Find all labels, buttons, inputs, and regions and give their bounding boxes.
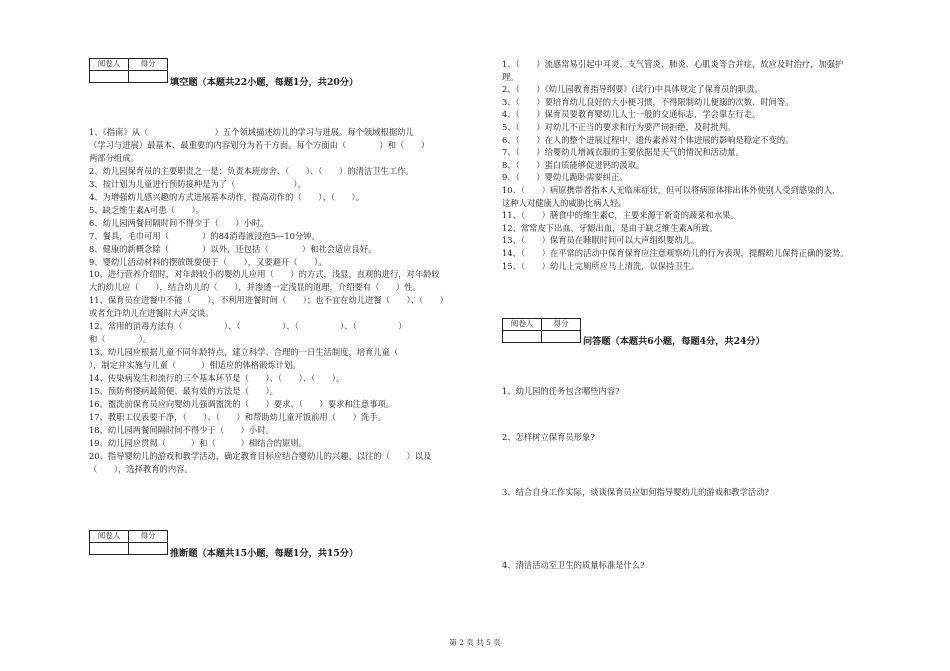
judge-line: 9、（ ）婴幼儿跪卧需要纠正。 <box>502 172 628 183</box>
judge-line: 这种人对健康人的威胁比病人轻。 <box>502 197 627 208</box>
score-box-fill-blank <box>89 58 168 83</box>
score-cell <box>129 71 168 83</box>
judge-line: 1、（ ）流感常易引起中耳炎、支气管炎、肺炎、心肌炎等合并症，故应及时治疗，加强护 <box>502 59 844 69</box>
fill-blank-line: 或者允许幼儿在进餐时大声交谈。 <box>89 308 214 319</box>
fill-blank-line: 20、指导婴幼儿的游戏和教学活动，确定教育目标应结合婴幼儿的兴趣、以往的（ ）以及 <box>89 450 432 461</box>
fill-blank-line: 14、传染病发生和流行的三个基本环节是（ ）、（ ）、（ ）。 <box>89 373 345 384</box>
fill-blank-line: 9、婴幼儿活动材料的摆放既要便于（ ），又要避开（ ）。 <box>89 256 327 267</box>
fill-blank-line: 10、进行营养介绍时，对年龄较小的婴幼儿应用（ ）的方式，浅显，直观的进行，对年龄较 <box>89 269 440 280</box>
score-label: 得分 <box>129 531 168 543</box>
fill-blank-line: 12、常用的消毒方法有（ ）、（ ）、（ ）、（ ） <box>89 321 407 332</box>
score-box-qa <box>502 318 581 343</box>
judge-line: 5、（ ）对幼儿不正当的要求和行为要严词拒绝，及时批判。 <box>502 122 736 132</box>
judge-line: 15、（ ）幼儿上完厕所应马上清洗，以保持卫生。 <box>502 260 700 271</box>
judge-line: 理。 <box>502 71 519 82</box>
fill-blank-line: 19、幼儿园应贯彻（ ）和（ ）相结合的原则。 <box>89 437 307 448</box>
fill-blank-line: 17、教职工仪表要干净，（ ）、（ ）和帮助幼儿童开饭前用（ ）洗手。 <box>89 411 386 422</box>
fill-blank-line: 15、预防佝偻病最简便、最有效的方法是（ ）。 <box>89 386 278 396</box>
fill-blank-line: 和（ ）。 <box>89 334 152 345</box>
section-title-judge: 推断题（本题共15小题，每题1分，共15分） <box>170 548 359 559</box>
fill-blank-line: 11、保育员在进餐中不能（ ），不利用进餐时间（ ）；也不宜在幼儿进餐（ ）、（ ） <box>89 295 449 306</box>
judge-line: 11、（ ）膳食中的维生素C，主要来源于新奇的蔬菜和水果。 <box>502 210 739 221</box>
score-label: 得分 <box>542 319 581 331</box>
fill-blank-line: 5、缺乏维生素A可患（ ）。 <box>89 204 204 215</box>
grader-label: 阅卷人 <box>503 319 542 331</box>
fill-blank-line: 6、幼儿园两餐间隔时间不得少于（ ）小时。 <box>89 217 269 228</box>
fill-blank-line: 4、为增强幼儿感兴趣的方式进展基本动作，提高动作的（ ）、（ ）。 <box>89 191 364 202</box>
judge-line: 14、（ ）在平常的活动中保育保育应注意观察幼儿的行为表现，提醒幼儿保持正确的姿势。 <box>502 248 849 258</box>
score-cell <box>542 331 581 343</box>
judge-line: 12、常常皮下出血，牙龈出血，是由于缺乏维生素A所致。 <box>502 222 718 233</box>
judge-line: 6、（ ）在人的整个进展过程中，遗传素养对个体进展的影响是稳定不变的。 <box>502 134 794 145</box>
fill-blank-line: 大的幼儿应（ ），结合幼儿的（ ），并渗透一定浅显的道理，介绍要有（ ）性。 <box>89 282 421 293</box>
score-box-judge <box>89 530 168 555</box>
section-title-fill-blank: 填空题（本题共22小题，每题1分，共20分） <box>170 77 359 88</box>
fill-blank-line: 2、幼儿园保育员的主要职责之一是：负责本班房舍、（ ）、（ ）的清洁卫生工作。 <box>89 165 414 176</box>
fill-blank-line: 两部分组成。 <box>89 152 139 163</box>
fill-blank-line: （ ），选择教育的内容。 <box>89 463 193 474</box>
judge-line: 10、（ ）病原携带者指本人无临床症状，但可以将病原体排出体外使别人受到感染的人， <box>502 185 841 195</box>
grader-cell <box>503 331 542 343</box>
qa-question-3: 3、结合自身工作实际，谈谈保育员应如何指导婴幼儿的游戏和教学活动? <box>502 487 769 497</box>
qa-question-2: 2、怎样树立保育员形象? <box>502 432 595 442</box>
judge-line: 2、（ ）《幼儿园教育指导纲要》(试行)中具体规定了保育员的职责。 <box>502 84 763 95</box>
judge-line: 7、（ ）给婴幼儿增减衣服的主要依据是天气的情况和活动量。 <box>502 147 744 158</box>
fill-blank-line: 16、盥洗前保育员应向婴幼儿强调盥洗的（ ）要求、（ ）要求和注意事项。 <box>89 398 395 409</box>
section-title-qa: 问答题（本题共6小题，每题4分，共24分） <box>583 336 765 347</box>
judge-line: 3、（ ）要培育幼儿良好的大小便习惯，不得限制幼儿便溺的次数、时间等。 <box>502 96 794 107</box>
fill-blank-line: 1、《指南》从（ ）五个领域描述幼儿的学习与进展。每个领域根据幼儿 <box>89 127 414 137</box>
score-cell <box>129 543 168 555</box>
judge-line: 8、（ ）蛋白质能够促进钙的汲取。 <box>502 159 645 170</box>
score-label: 得分 <box>129 59 168 71</box>
qa-question-1: 1、幼儿园的任务包含哪些内容? <box>502 386 620 396</box>
fill-blank-line: （学习与进展）最基本、最重要的内容划分为若干方面。每个方面由（ ）和（ ） <box>89 139 430 150</box>
fill-blank-line: 7、餐具，毛巾可用（ ）的84消毒液浸泡5—10分钟。 <box>89 230 320 241</box>
qa-question-4: 4、清洁活动室卫生的质量标准是什么? <box>502 560 645 570</box>
grader-label: 阅卷人 <box>90 59 129 71</box>
fill-blank-line: 3、按计划为儿童进行预防接种是为了（ ）。 <box>89 178 306 189</box>
judge-line: 4、（ ）保育员要教育婴幼儿人士一般的交通标志，学会靠左行走。 <box>502 109 761 120</box>
fill-blank-line: 13、幼儿园应根据儿童不同年龄特点，建立科学、合理的一日生活制度，培育儿童（ <box>89 347 432 358</box>
grader-cell <box>90 543 129 555</box>
grader-cell <box>90 71 129 83</box>
fill-blank-line: 18、幼儿园两餐间隔时间不得少于（ ）小时。 <box>89 424 274 435</box>
fill-blank-line: 8、健康的新概念除（ ）以外，还包括（ ）和社会适应良好。 <box>89 243 377 254</box>
judge-line: 13、（ ）保育员在睡眠时间可以大声组织婴幼儿。 <box>502 235 700 246</box>
fill-blank-line: ），制定并实施与儿童（ ）相适应的体格锻炼计划。 <box>89 360 301 371</box>
grader-label: 阅卷人 <box>90 531 129 543</box>
page-footer: 第 2 页 共 5 页 <box>449 638 501 647</box>
